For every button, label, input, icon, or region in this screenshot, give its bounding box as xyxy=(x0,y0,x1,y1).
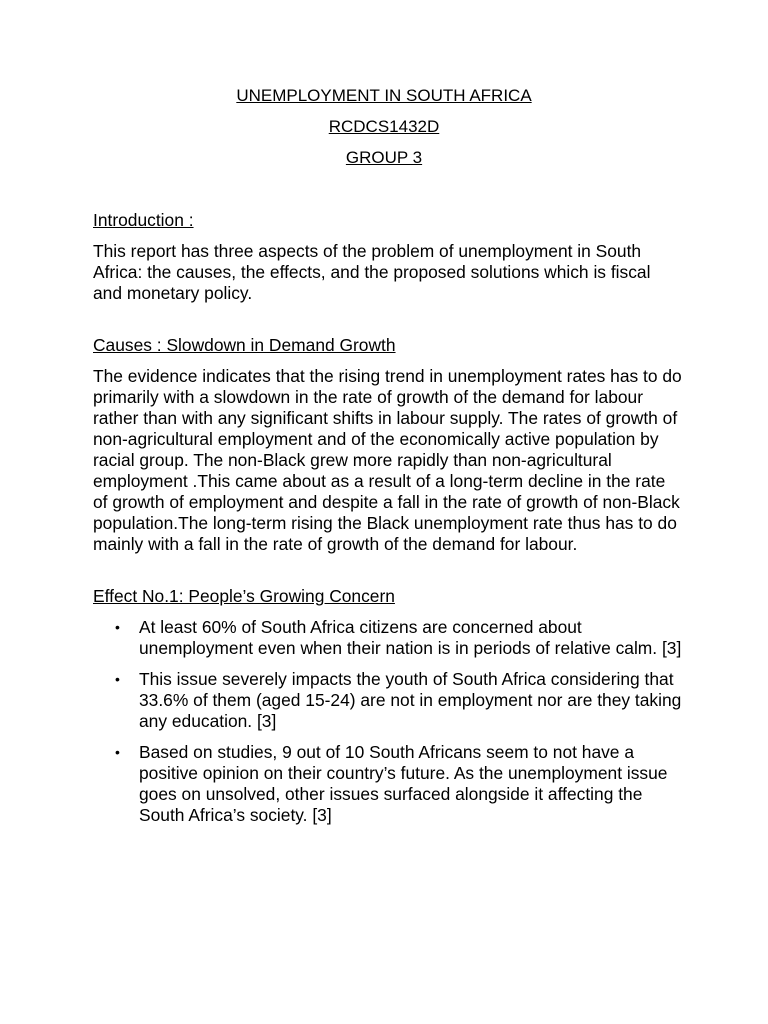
bullet-text: At least 60% of South Africa citizens are concerned about unemployment even when their nation is in periods of relative calm. [3] xyxy=(139,617,682,658)
introduction-heading: Introduction : xyxy=(93,210,194,230)
effect1-bullet-list xyxy=(93,617,683,826)
introduction-paragraph: This report has three aspects of the problem of unemployment in South Africa: the causes, the effects, and the proposed solutions which is fiscal and monetary policy. xyxy=(93,241,651,303)
bullet-text: This issue severely impacts the youth of South Africa considering that 33.6% of them (aged 15-24) are not in employment nor are they taking any education. [3] xyxy=(139,669,682,731)
title-block xyxy=(0,86,768,179)
bullet-item xyxy=(93,669,683,732)
causes-heading: Causes : Slowdown in Demand Growth xyxy=(93,335,396,355)
causes-paragraph: The evidence indicates that the rising trend in unemployment rates has to do primarily with a slowdown in the rate of growth of the demand for labour rather than with any significant shifts in labour supply. The rates of growth of non-agricultural employment and of the economically active population by racial group. The non-Black grew more rapidly than non-agricultural employment .This came about as a result of a long-term decline in the rate of growth of employment and despite a fall in the rate of growth of non-Black population.The long-term rising the Black unemployment rate thus has to do mainly with a fall in the rate of growth of the demand for labour. xyxy=(93,366,682,554)
document-body xyxy=(93,210,683,836)
section-spacer xyxy=(93,304,683,335)
bullet-item xyxy=(93,617,683,659)
course-code: RCDCS1432D xyxy=(328,117,440,136)
bullet-text: Based on studies, 9 out of 10 South Africans seem to not have a positive opinion on their country’s future. As the unemployment issue goes on unsolved, other issues surfaced alongside it affecting the South Africa’s society. [3] xyxy=(139,742,668,825)
bullet-icon: • xyxy=(115,671,120,687)
bullet-item xyxy=(93,742,683,826)
group-label: GROUP 3 xyxy=(345,148,423,167)
section-spacer xyxy=(93,555,683,586)
document-title: UNEMPLOYMENT IN SOUTH AFRICA xyxy=(236,86,532,105)
effect1-heading: Effect No.1: People’s Growing Concern xyxy=(93,586,395,606)
bullet-icon: • xyxy=(115,619,120,635)
bullet-icon: • xyxy=(115,744,120,760)
